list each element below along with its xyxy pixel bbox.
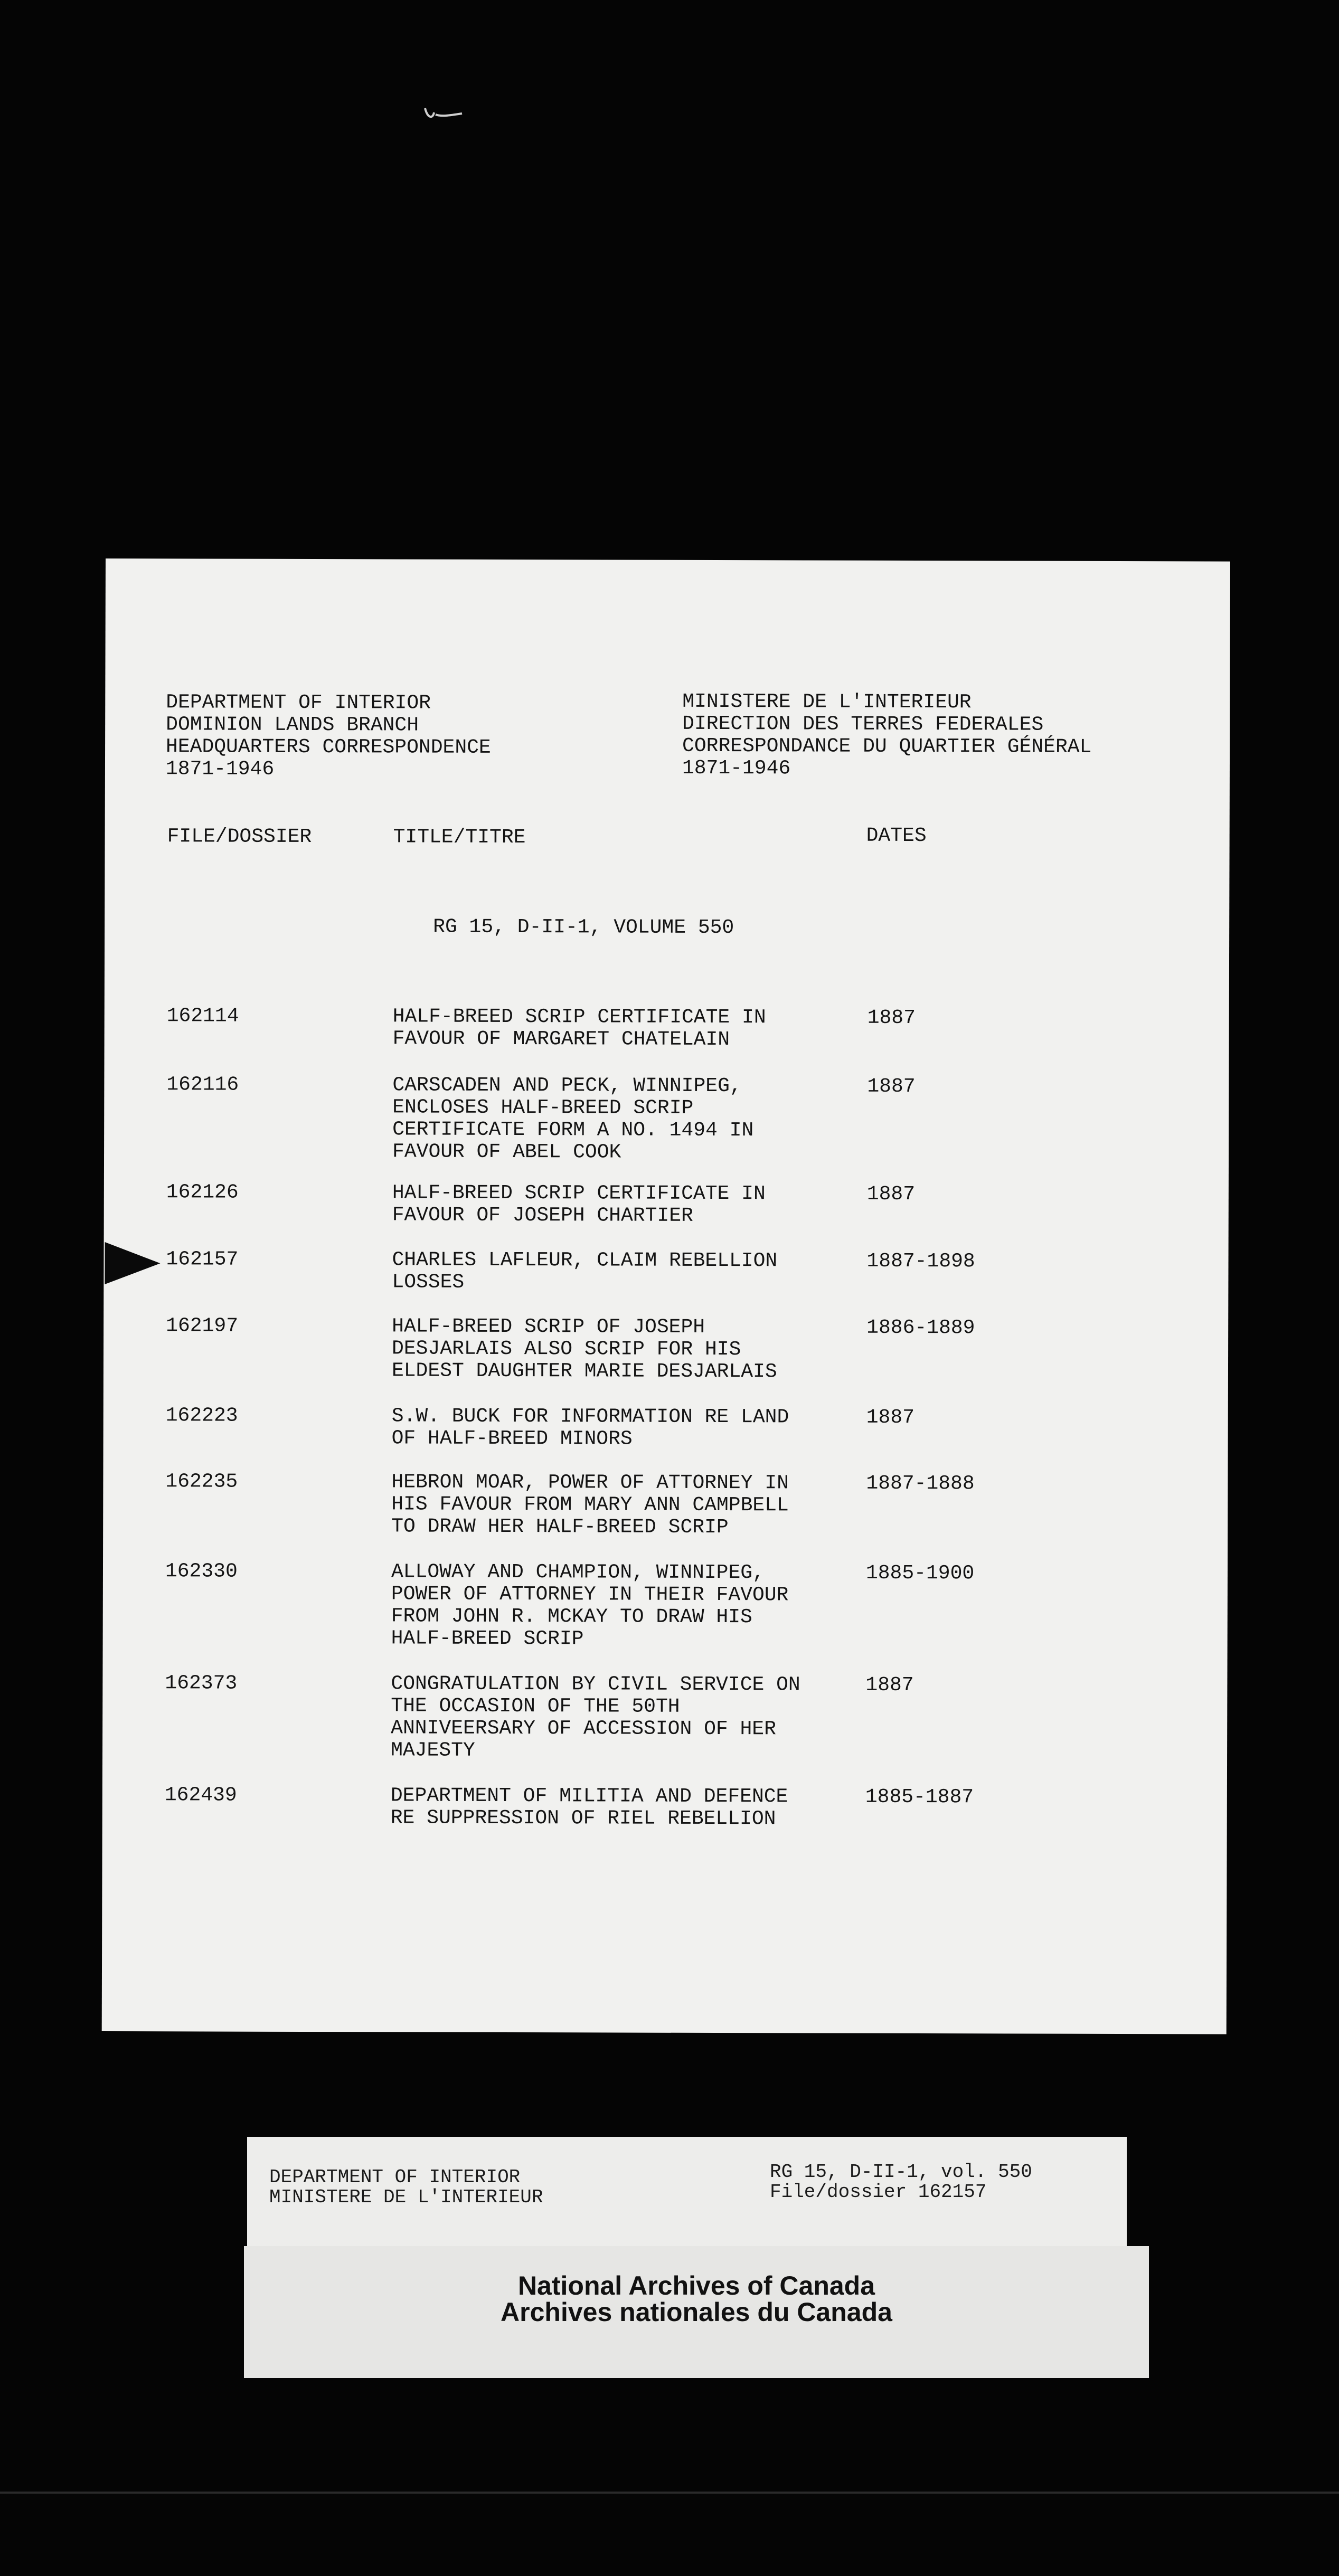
- entry-row: [104, 1181, 1229, 1227]
- entry-file-number: 162114: [166, 1005, 239, 1028]
- file-identification-label: [247, 2137, 1127, 2249]
- archives-name-english: National Archives of Canada: [517, 2271, 875, 2300]
- film-edge-line: [0, 2492, 1339, 2494]
- entry-title: HALF-BREED SCRIP OF JOSEPH DESJARLAIS ALSO SCRIP FOR HIS ELDEST DAUGHTER MARIE DESJARLAIS: [391, 1315, 777, 1384]
- entry-row: [104, 1073, 1229, 1164]
- finding-aid-page: [102, 558, 1230, 2034]
- entry-file-number: 162439: [164, 1784, 237, 1807]
- entry-dates: 1887: [866, 1182, 916, 1206]
- entry-row: [102, 1672, 1227, 1762]
- entry-file-number: 162126: [166, 1181, 239, 1204]
- entry-dates: 1887: [867, 1075, 916, 1098]
- label-reference-line: RG 15, D-II-1, vol. 550: [770, 2161, 1032, 2183]
- entry-row: [103, 1560, 1228, 1651]
- column-title-heading: TITLE/TITRE: [393, 826, 526, 849]
- column-dates-heading: DATES: [866, 824, 927, 848]
- entry-title: ALLOWAY AND CHAMPION, WINNIPEG, POWER OF ATTORNEY IN THEIR FAVOUR FROM JOHN R. MCKAY TO DRAW HIS HALF-BREED SCRIP: [391, 1560, 789, 1651]
- entry-file-number: 162330: [165, 1560, 238, 1583]
- column-file-heading: FILE/DOSSIER: [167, 825, 312, 849]
- label-reference: [770, 2162, 1032, 2202]
- archives-label: [244, 2246, 1149, 2378]
- entry-title: HALF-BREED SCRIP CERTIFICATE IN FAVOUR OF MARGARET CHATELAIN: [392, 1005, 766, 1052]
- entry-title: HEBRON MOAR, POWER OF ATTORNEY IN HIS FAVOUR FROM MARY ANN CAMPBELL TO DRAW HER HALF-BREED SCRIP: [391, 1471, 789, 1539]
- entry-file-number: 162197: [166, 1314, 239, 1338]
- header-french-line: DIRECTION DES TERRES FEDERALES: [682, 712, 1044, 736]
- header-english: [166, 692, 491, 781]
- entry-file-number: 162223: [165, 1404, 238, 1427]
- header-english-line: 1871-1946: [165, 757, 275, 781]
- label-reference-line: File/dossier 162157: [770, 2181, 987, 2203]
- entry-title: HALF-BREED SCRIP CERTIFICATE IN FAVOUR OF JOSEPH CHARTIER: [392, 1181, 766, 1227]
- header-english-line: DOMINION LANDS BRANCH: [166, 713, 419, 737]
- header-french-line: MINISTERE DE L'INTERIEUR: [682, 690, 972, 714]
- pointer-arrow-icon: [105, 1242, 160, 1284]
- entry-file-number: 162157: [166, 1248, 239, 1271]
- label-department-line: DEPARTMENT OF INTERIOR: [269, 2166, 521, 2188]
- entry-row: [102, 1784, 1227, 1831]
- entry-file-number: 162235: [165, 1470, 238, 1493]
- label-department-line: MINISTERE DE L'INTERIEUR: [269, 2186, 543, 2208]
- label-department: [269, 2167, 543, 2208]
- entry-dates: 1887: [865, 1673, 914, 1697]
- entry-row: [103, 1404, 1228, 1451]
- entry-title: CONGRATULATION BY CIVIL SERVICE ON THE OCCASION OF THE 50TH ANNIVEERSARY OF ACCESSION OF HER MAJESTY: [391, 1672, 800, 1762]
- entry-row: [104, 1248, 1229, 1294]
- header-french-line: CORRESPONDANCE DU QUARTIER GÉNÉRAL: [682, 734, 1092, 759]
- entry-dates: 1887-1888: [866, 1472, 975, 1495]
- entry-title: CARSCADEN AND PECK, WINNIPEG, ENCLOSES HALF-BREED SCRIP CERTIFICATE FORM A NO. 1494 IN FAVOUR OF ABEL COOK: [392, 1074, 754, 1164]
- header-french-line: 1871-1946: [682, 756, 791, 780]
- archives-name-french: Archives nationales du Canada: [501, 2297, 892, 2327]
- entry-title: DEPARTMENT OF MILITIA AND DEFENCE RE SUPPRESSION OF RIEL REBELLION: [390, 1784, 788, 1831]
- entry-row: [105, 1005, 1229, 1052]
- header-french: [682, 691, 1092, 781]
- entry-title: S.W. BUCK FOR INFORMATION RE LAND OF HALF-BREED MINORS: [391, 1405, 789, 1451]
- entry-dates: 1885-1887: [865, 1785, 974, 1809]
- volume-heading: RG 15, D-II-1, VOLUME 550: [433, 915, 734, 940]
- entry-dates: 1887: [867, 1006, 916, 1030]
- entry-file-number: 162373: [165, 1672, 238, 1695]
- entry-title: CHARLES LAFLEUR, CLAIM REBELLION LOSSES: [392, 1248, 778, 1294]
- entry-row: [103, 1470, 1228, 1539]
- handwritten-mark: [422, 103, 475, 124]
- entry-dates: 1887-1898: [866, 1249, 975, 1273]
- entry-dates: 1886-1889: [866, 1316, 975, 1340]
- entry-row: [103, 1314, 1228, 1384]
- entry-dates: 1885-1900: [865, 1561, 975, 1585]
- entry-file-number: 162116: [166, 1073, 239, 1096]
- header-english-line: HEADQUARTERS CORRESPONDENCE: [166, 735, 491, 759]
- entry-dates: 1887: [866, 1406, 915, 1429]
- header-english-line: DEPARTMENT OF INTERIOR: [166, 691, 431, 715]
